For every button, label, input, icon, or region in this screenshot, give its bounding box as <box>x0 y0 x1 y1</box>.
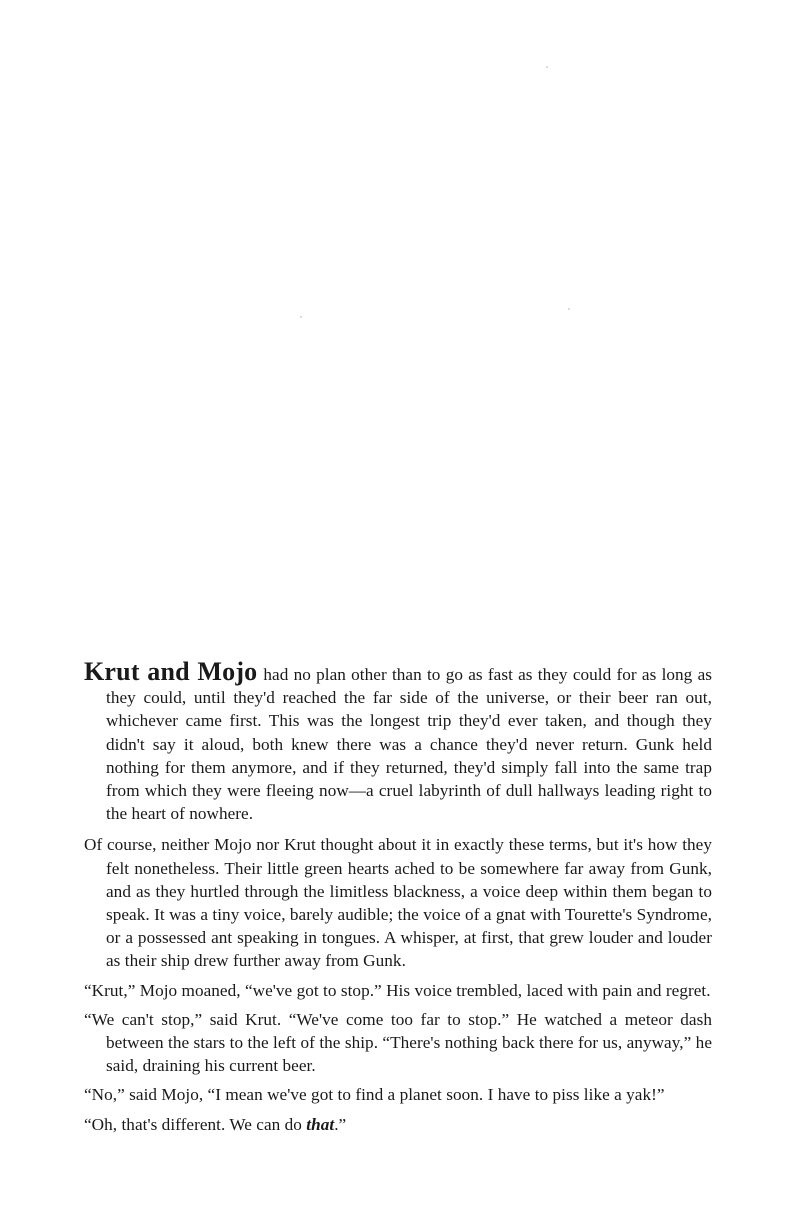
paragraph-text-before: “Oh, that's different. We can do <box>84 1114 307 1134</box>
dialogue-paragraph <box>84 1083 712 1106</box>
paper-speck <box>546 66 548 68</box>
lead-in-heading: Krut and Mojo <box>84 657 258 686</box>
paragraph <box>84 833 712 972</box>
opening-paragraph <box>84 657 712 825</box>
paragraph-text: “No,” said Mojo, “I mean we've got to find a planet soon. I have to piss like a yak!” <box>84 1085 665 1105</box>
dialogue-paragraph <box>84 1008 712 1078</box>
paragraph-text: “Krut,” Mojo moaned, “we've got to stop.” His voice trembled, laced with pain and regret. <box>84 980 711 1000</box>
dialogue-paragraph <box>84 979 712 1002</box>
paragraph-text-after: .” <box>334 1114 347 1134</box>
paper-speck <box>568 308 570 310</box>
paragraph-text: had no plan other than to go as fast as they could for as long as they could, until they'd reached the far side of the universe, or their beer ran out, whichever came first. This was the longest trip they'd ever taken, and though they didn't say it aloud, both knew there was a chance they'd never return. Gunk held nothing for them anymore, and if they returned, they'd simply fall into the same trap from which they were fleeing now—a cruel labyrinth of dull hallways leading right to the heart of nowhere. <box>106 665 712 824</box>
paper-speck <box>300 316 302 318</box>
paragraph-text: “We can't stop,” said Krut. “We've come too far to stop.” He watched a meteor dash between the stars to the left of the ship. “There's nothing back there for us, anyway,” he said, draining his current beer. <box>84 1009 712 1076</box>
emphasized-word: that <box>306 1114 335 1134</box>
story-text <box>84 657 712 1142</box>
paragraph-text: Of course, neither Mojo nor Krut thought about it in exactly these terms, but it's how they felt nonetheless. Their little green hearts ached to be somewhere far away from Gunk, and as they hurtled through the limitless blackness, a voice deep within them began to speak. It was a tiny voice, barely audible; the voice of a gnat with Tourette's Syndrome, or a possessed ant speaking in tongues. A whisper, at first, that grew louder and louder as their ship drew further away from Gunk. <box>84 835 712 971</box>
dialogue-paragraph <box>84 1113 712 1136</box>
